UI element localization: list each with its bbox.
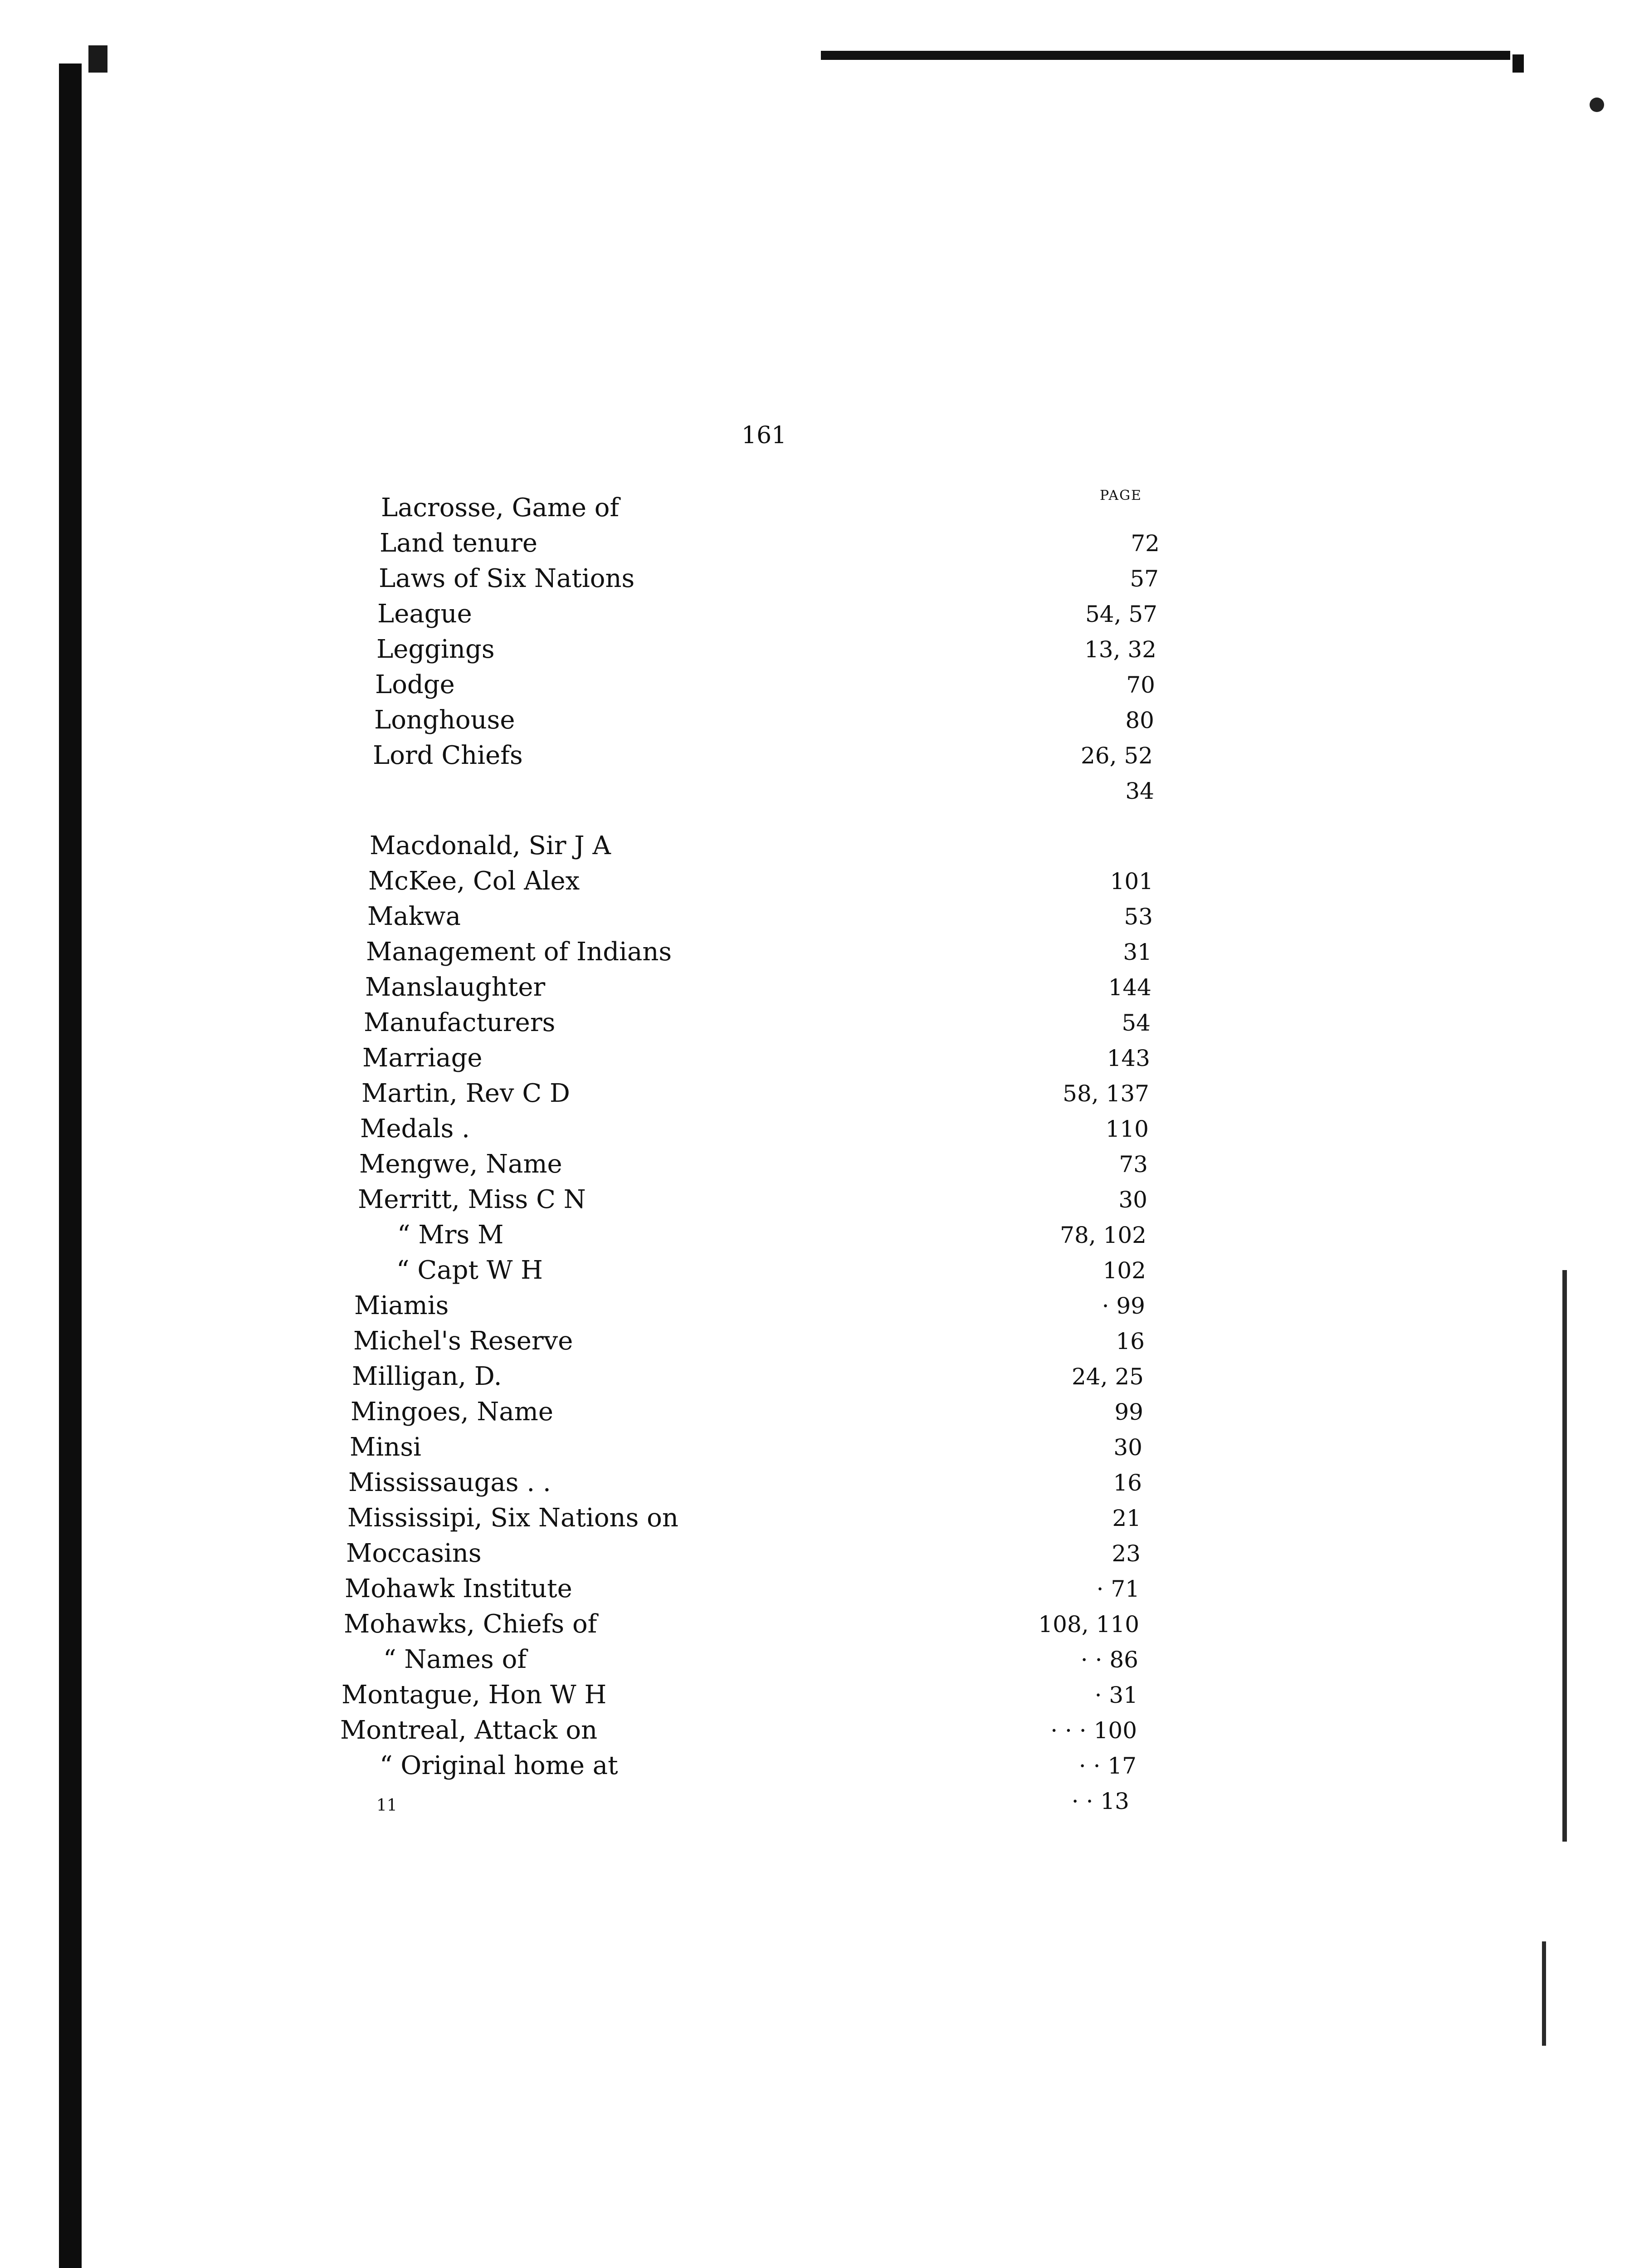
- entry-page-ref: 16: [1113, 1470, 1142, 1496]
- entry-term: “ Mrs M: [397, 1220, 504, 1250]
- entry-term: Management of Indians: [366, 937, 672, 967]
- entry-page-ref: · 99: [1102, 1293, 1145, 1319]
- stray-mark: 11: [376, 1796, 397, 1815]
- entry-page-ref: 23: [1112, 1540, 1141, 1567]
- index-entry: [339, 1750, 1137, 1785]
- entry-page-ref: 78, 102: [1060, 1222, 1146, 1248]
- entry-page-ref: 108, 110: [1038, 1611, 1139, 1637]
- index-entry: [374, 704, 1154, 740]
- index-entry: [348, 1467, 1142, 1502]
- entry-term: Minsi: [350, 1432, 421, 1462]
- index-entry: [364, 1007, 1151, 1042]
- entry-term: Lord Chiefs: [373, 741, 523, 770]
- entry-term: “ Original home at: [380, 1751, 618, 1780]
- index-entry: [367, 901, 1153, 936]
- index-entry: [359, 1149, 1148, 1184]
- entry-term: Macdonald, Sir J A: [370, 831, 611, 860]
- entry-term: Marriage: [362, 1043, 483, 1073]
- entry-page-ref: 34: [1125, 778, 1154, 804]
- index-entry: [358, 1184, 1147, 1219]
- index-entry: [375, 669, 1155, 704]
- entry-term: Milligan, D.: [352, 1362, 502, 1391]
- entry-term: Laws of Six Nations: [379, 564, 635, 593]
- entry-page-ref: 30: [1118, 1187, 1147, 1213]
- index-entry: [342, 1679, 1138, 1715]
- index-entry: [344, 1608, 1139, 1644]
- entry-term: Mohawks, Chiefs of: [344, 1609, 597, 1639]
- index-entry: [381, 492, 1161, 528]
- entry-term: Longhouse: [374, 705, 515, 735]
- index-entry: [361, 1078, 1149, 1113]
- entry-page-ref: 143: [1107, 1045, 1150, 1071]
- entry-page-ref: 102: [1103, 1257, 1146, 1284]
- entry-term: Mingoes, Name: [351, 1397, 553, 1427]
- entry-term: McKee, Col Alex: [368, 866, 580, 896]
- index-entry: [368, 865, 1153, 901]
- page-column-label: PAGE: [1100, 488, 1142, 503]
- index-entry: [356, 1255, 1146, 1290]
- entry-term: Manslaughter: [365, 973, 546, 1002]
- index-entry: [365, 972, 1151, 1007]
- entry-term: “ Names of: [383, 1645, 527, 1674]
- entry-page-ref: 54, 57: [1085, 601, 1157, 627]
- entry-page-ref: 58, 137: [1063, 1080, 1149, 1107]
- entry-page-ref: 16: [1116, 1328, 1145, 1354]
- entry-term: Leggings: [376, 635, 495, 664]
- entry-page-ref: 53: [1124, 904, 1153, 930]
- entry-page-ref: · · · 100: [1050, 1717, 1137, 1744]
- index-entry: [353, 1325, 1145, 1361]
- index-entry: [346, 1538, 1141, 1573]
- index-entry: [376, 634, 1156, 669]
- entry-term: Moccasins: [346, 1539, 482, 1568]
- entry-page-ref: · · 86: [1080, 1647, 1138, 1673]
- entry-term: Miamis: [354, 1291, 449, 1320]
- entry-page-ref: 57: [1130, 566, 1159, 592]
- entry-page-ref: 24, 25: [1071, 1364, 1144, 1390]
- entry-term: Mississipi, Six Nations on: [347, 1503, 678, 1533]
- entry-page-ref: · · 17: [1078, 1753, 1137, 1779]
- entry-page-ref: 70: [1126, 672, 1155, 698]
- index-entry: [354, 1290, 1145, 1325]
- entry-term: Merritt, Miss C N: [358, 1185, 586, 1214]
- entry-term: Montague, Hon W H: [342, 1680, 607, 1710]
- index-entry: [377, 598, 1157, 634]
- entry-page-ref: 101: [1110, 868, 1153, 894]
- entry-page-ref: · · 13: [1071, 1788, 1129, 1814]
- index-entry: [350, 1432, 1142, 1467]
- index-entry: [342, 1644, 1138, 1679]
- entry-term: Medals .: [360, 1114, 470, 1144]
- entry-term: Lacrosse, Game of: [381, 493, 620, 523]
- entry-page-ref: 21: [1112, 1505, 1141, 1531]
- entry-term: League: [377, 599, 472, 629]
- entry-page-ref: · 71: [1096, 1576, 1140, 1602]
- entry-page-ref: 72: [1131, 530, 1160, 557]
- index-entry: [340, 1715, 1137, 1750]
- index-entry: [379, 563, 1159, 598]
- entry-term: Michel's Reserve: [353, 1326, 573, 1356]
- entry-page-ref: 54: [1122, 1010, 1151, 1036]
- index-entry: [356, 1219, 1146, 1255]
- entry-term: Manufacturers: [364, 1008, 556, 1037]
- entry-page-ref: 110: [1105, 1116, 1149, 1142]
- index-entry: [360, 1113, 1149, 1149]
- entry-term: Martin, Rev C D: [361, 1079, 570, 1108]
- index-entry: [380, 528, 1160, 563]
- index-entry: [373, 740, 1153, 775]
- entry-page-ref: 26, 52: [1080, 743, 1153, 769]
- entry-page-ref: 31: [1123, 939, 1152, 965]
- entry-page-ref: 99: [1114, 1399, 1143, 1425]
- index-entry: [347, 1502, 1141, 1538]
- entry-page-ref: · 31: [1094, 1682, 1138, 1708]
- entry-term: Montreal, Attack on: [340, 1716, 598, 1745]
- entry-page-ref: 144: [1108, 974, 1151, 1001]
- entry-page-ref: 30: [1113, 1434, 1142, 1461]
- entry-term: Land tenure: [380, 528, 537, 558]
- entry-term: Lodge: [375, 670, 455, 699]
- index-entry: [351, 1396, 1143, 1432]
- index-entry: [352, 1361, 1144, 1396]
- page-number: 161: [742, 422, 787, 449]
- entry-term: Makwa: [367, 902, 461, 931]
- entry-page-ref: 80: [1125, 707, 1154, 733]
- index-entry: [345, 1573, 1140, 1608]
- entry-term: “ Capt W H: [396, 1256, 543, 1285]
- index-entry: [366, 936, 1152, 972]
- entry-page-ref: 73: [1119, 1151, 1148, 1178]
- entry-page-ref: 13, 32: [1084, 636, 1156, 663]
- entry-term: Mengwe, Name: [359, 1149, 562, 1179]
- entry-term: Mohawk Institute: [345, 1574, 572, 1603]
- index-entry: [370, 830, 1154, 865]
- index-entry: [362, 1042, 1150, 1078]
- entry-term: Mississaugas . .: [348, 1468, 551, 1497]
